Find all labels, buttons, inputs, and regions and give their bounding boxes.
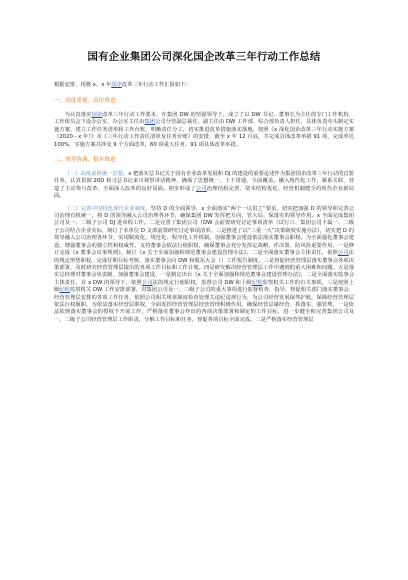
inline-link[interactable]: 公司 (141, 279, 153, 286)
body-paragraph (54, 112, 354, 149)
text-run: 法的规定形势职权，完成任期目标考核、落实董事会向 DW 和股东大会（）工作报告制度。三是督促经营管理层落实董事会各项决策部署，及时研究经营管理层提出的各项工作目标和工作计划。四是研究解决经营管理层工作中遇到的重大困难和问题。五是落实总经理对董事会负责制，加强董事会建设，一是制定出台《x 关于全面加强和规范董事会建设管理办法》，二是全面落实监事会主体责任，在 x DW 的领导下，依照 (54, 250, 354, 286)
text-run: 为认真落实 (64, 112, 92, 118)
document-title: 国有企业集团公司深化国企改革三年行动工作总结 (87, 51, 321, 63)
text-run: 治理结构完善、资本结构优化、经营机制健全的现代企业新局面。 (54, 185, 354, 200)
subsection-lead: （一）高度重视统一思想。 (64, 171, 129, 178)
inline-link[interactable]: 公司 (195, 185, 207, 192)
text-run: 坚持 D 的全面领导，x 全面落实“两个一以贯之”要求，切实把加强 D 的领导和完善公司治理有机统一，将 D 的领导融入公司治理各环节，确保集团 DW 发挥把方向、管大局、保落实的领导作用。x 全面完成集团公司及一、二级子公司 DJ 进章程工作。二是完善了集团公司（DW 会前置研究讨论事项清单（试行））、集团公司下属一、二级子公司结合企业实际，制订了本单位 D 支部前置研究讨论事项清单。三是推进了以“三重一大”决策制度实施办法），切实把 D 的领导融入公司治理各环节，实现制度化、规范化、程序化工作机制。加强董事会建设依法落实董事会职权。为全面强化董事会建设，增强董事会的独立性和权威性，支持董事会依法行使职权，确保董事会充分发挥定战略、作决策、防风险重要作用。一是修订完成《x 董事会议事规则》，制订《x 关于全面加强和规范董事会建设管理办法》。二是全面落实董事会主体责任，依照 (54, 205, 354, 257)
body-paragraph (54, 206, 354, 325)
inline-link[interactable]: 纪检 (251, 279, 263, 286)
text-run: x 把落实总书记关于国有企业改革发展和 DJ 的建设的重要论述作为集团国企改革三年行动的首要任务，认真贯彻 20D 和习总书记来川视察讲话精神，确保了思想统一、上下贯通，全面覆盖。融入现代化工作，紧系关联，营造了主动参与改革、全面深入改革的良好局面。初步形成了 (54, 171, 354, 192)
body-paragraph (54, 171, 354, 201)
text-run: 根据安排，现将 x、x 年 (54, 82, 112, 88)
inline-link[interactable]: 集团 (144, 119, 156, 126)
inline-link[interactable]: 公司 (337, 250, 349, 257)
text-run: 监察机关 DW 工作安排部署，对集团公司及一、二级子公司的重大事项进行监督检查，指导、督促相关部门落实董事会、经营管理层安排的各项工作任务，依照公司相关规章制度检查处理关违纪违规行为，为公司经营发展保驾护航，保障经营管理层依法行权履职，为依法落实经营层职权，全面发挥经营管理层经营管理积极作用，确保经营层谋经营、抓落实、强管理，一是依法依规落实董事会的授权下开展工作，严格落实董事会作出的各项决策部署和制定的工作目标，进一步健全和完善集团公司及一、二级子公司经营管理层工作职责，分解工作目标和任务，督促各项目标全面完成。二是严格落实经营管理层 (54, 287, 354, 323)
text-run: 法的规定行使职权，监督公司 DW 和上级 (152, 279, 252, 286)
text-run: 改革三年行动工作汇报如下： (121, 82, 191, 88)
text-run: 改革三年行动工作要求，在集团 DW 的坚强领导下，成立了以 DW 书记、董事长为主任的专门工作机构，工作组员会下设办公室，办公室主任由 (54, 112, 354, 126)
text-run: 监察机关工作的有关事项，三是按照上级 (54, 279, 354, 294)
section-1 (54, 97, 354, 149)
inline-link[interactable]: 国企 (91, 112, 103, 118)
subsection-lead: （二）完善中国特色现代企业制度。 (64, 205, 151, 212)
section-heading: 一、高度重视，高位推进 (54, 98, 116, 104)
inline-link[interactable]: 纪检 (59, 287, 70, 294)
section-heading: 二、统筹协调，稳步推进 (54, 157, 116, 164)
intro-paragraph (54, 81, 354, 90)
inline-link[interactable]: 国企 (111, 82, 122, 88)
section-2 (54, 156, 354, 324)
text-run: 公司分管副总裁任，副主任由 DW 工作部、综合部负责人担任，具体负责牵头制定实施方案，建立工作任务清单和工作台账，明晰责任分工，切实推进改革措施落实落地。按照《x 深化国企改革三年行动实施方案（2020－x 年）》及《三年行动工作责任清单及任务台账》的安排，截至 x 年 12 月底，共完成具体改革举措 91 项，完成率达 100%，实施方案共涉及 9 个方面改革，60 项重大任务，91 项具体改革举措。 (54, 119, 354, 148)
